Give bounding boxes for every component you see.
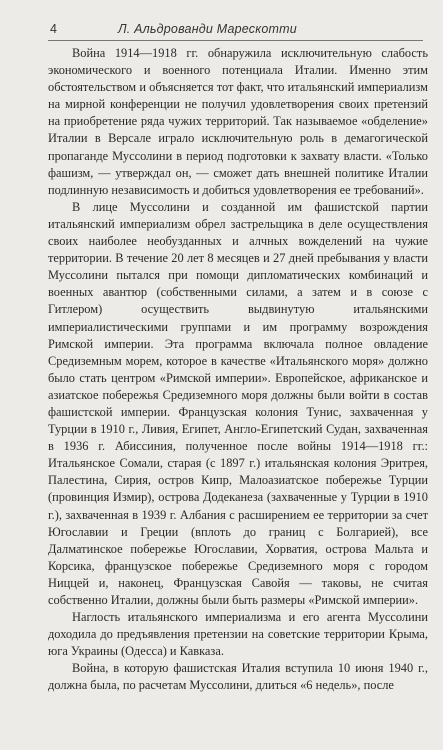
paragraph: В лице Муссолини и созданной им фашистской партии итальянский империализм обрел застрельщика в деле осуществления своих наиболее необузданных и алчных вожделений на чужие территории. В течение 20 лет 8 месяцев и 27 дней пребывания у власти Муссолини пытался при помощи дипломатических комбинаций и военных авантюр (собственными силами, а затем и в союзе с Гитлером) осуществить выдвинутую итальянскими империалистическими группами и им программу возрождения Римской империи. Эта программа включала полное овладение Средиземным морем, которое в качестве «Итальянского моря» должно было стать центром «Римской империи». Европейское, африканское и азиатское побережья Средиземного моря должны были войти в состав фашистской империи. Французская колония Тунис, захваченная у Турции в 1910 г., Ливия, Египет, Англо-Египетский Судан, захваченная в 1936 г. Абиссиния, полученное после войны 1914—1918 гг.: Итальянское Сомали, старая (с 1897 г.) итальянская колония Эритрея, Палестина, Сирия, остров Кипр, Малоазиатское побережье Турции (провинция Измир), острова Додеканеза (захваченные у Турции в 1910 г.), захваченная в 1939 г. Албания с расширением ее территории за счет Югославии и Греции (вплоть до границ с Болгарией), все Далматинское побережье Югославии, Хорватия, острова Мальта и Корсика, французское побережье Средиземного моря с городом Ниццей и, наконец, Французская Савойя — таковы, не считая собственно Италии, должны были быть размеры «Римской империи». xyxy=(48,199,428,607)
paragraph: Война, в которую фашистская Италия вступила 10 июня 1940 г., должна была, по расчетам Муссолини, длиться «6 недель», после xyxy=(48,661,428,693)
running-head-author: Л. Альдрованди Марескотти xyxy=(118,22,297,36)
header-rule xyxy=(48,40,423,41)
running-head xyxy=(50,22,393,38)
body-text xyxy=(48,45,428,695)
paragraph: Война 1914—1918 гг. обнаружила исключительную слабость экономического и военного потенциала Италии. Именно этим обстоятельством и объясняется тот факт, что итальянский империализм на мирной конференции не получил удовлетворения своих претензий на приобретение ряда чужих территорий. Так называемое «обделение» Италии в Версале играло исключительную роль в демагогической пропаганде Муссолини в период подготовки к захвату власти. «Только фашизм, — утверждал он, — сможет дать внешней политике Италии подлинную независимость и добиться удовлетворения ее требований». xyxy=(48,46,428,197)
paragraph: Наглость итальянского империализма и его агента Муссолини доходила до предъявления претензии на советские территории Крыма, юга Украины (Одесса) и Кавказа. xyxy=(48,610,428,659)
page-number: 4 xyxy=(50,22,57,36)
